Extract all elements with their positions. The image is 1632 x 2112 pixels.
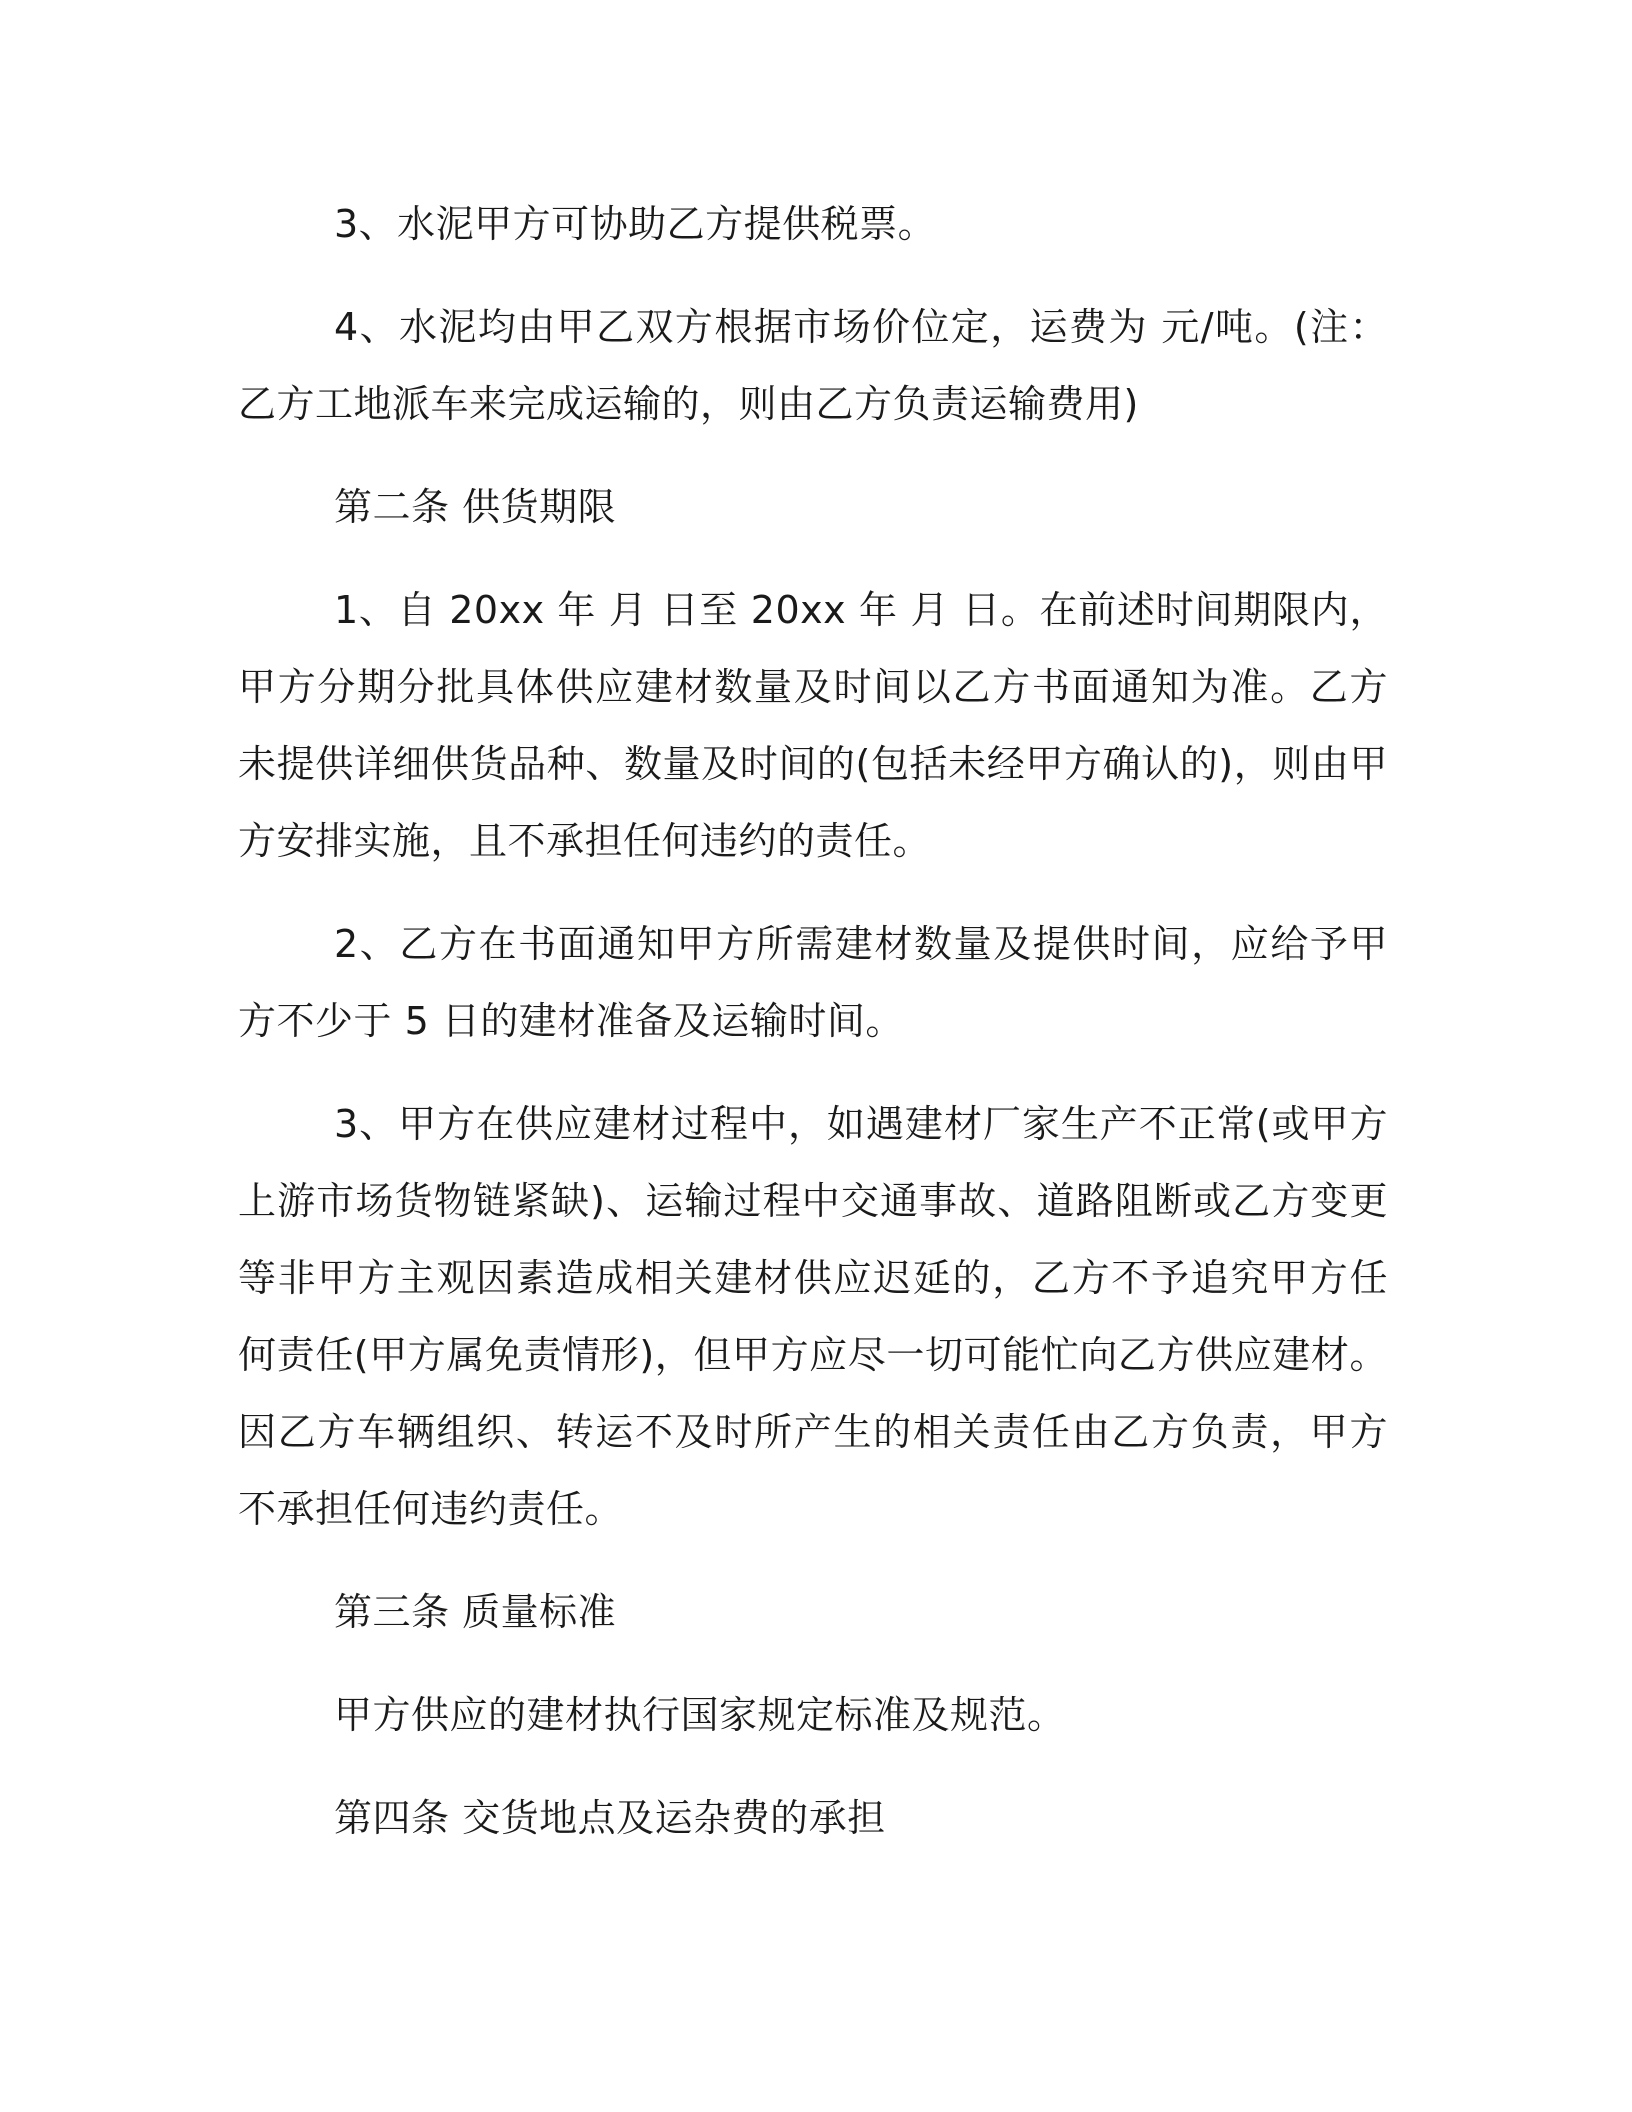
section-heading-supply-period: 第二条 供货期限 xyxy=(334,485,617,529)
clause-item-tax-invoice: 3、水泥甲方可协助乙方提供税票。 xyxy=(334,202,937,246)
clause-item-force-majeure: 3、甲方在供应建材过程中，如遇建材厂家生产不正常(或甲方上游市场货物链紧缺)、运输过程中交通事故、道路阻断或乙方变更等非甲方主观因素造成相关建材供应迟延的，乙方不予追究甲方任何责任(甲方属免责情形)，但甲方应尽一切可能忙向乙方供应建材。因乙方车辆组织、转运不及时所产生的相关责任由乙方负责，甲方不承担任何违约责任。 xyxy=(238,1102,1388,1531)
clause-item-supply-dates: 1、自 20xx 年 月 日至 20xx 年 月 日。在前述时间期限内，甲方分期分批具体供应建材数量及时间以乙方书面通知为准。乙方未提供详细供货品种、数量及时间的(包括未经甲方确认的)，则由甲方安排实施，且不承担任何违约的责任。 xyxy=(238,588,1388,863)
section-heading-delivery-location: 第四条 交货地点及运杂费的承担 xyxy=(334,1796,886,1840)
section-heading-quality-standard: 第三条 质量标准 xyxy=(334,1590,617,1634)
clause-item-quality-norms: 甲方供应的建材执行国家规定标准及规范。 xyxy=(334,1693,1066,1737)
clause-item-written-notice: 2、乙方在书面通知甲方所需建材数量及提供时间，应给予甲方不少于 5 日的建材准备及运输时间。 xyxy=(238,922,1388,1043)
clause-item-pricing-freight: 4、水泥均由甲乙双方根据市场价位定，运费为 元/吨。(注：乙方工地派车来完成运输的，则由乙方负责运输费用) xyxy=(238,305,1388,426)
document-body xyxy=(238,186,1388,1857)
